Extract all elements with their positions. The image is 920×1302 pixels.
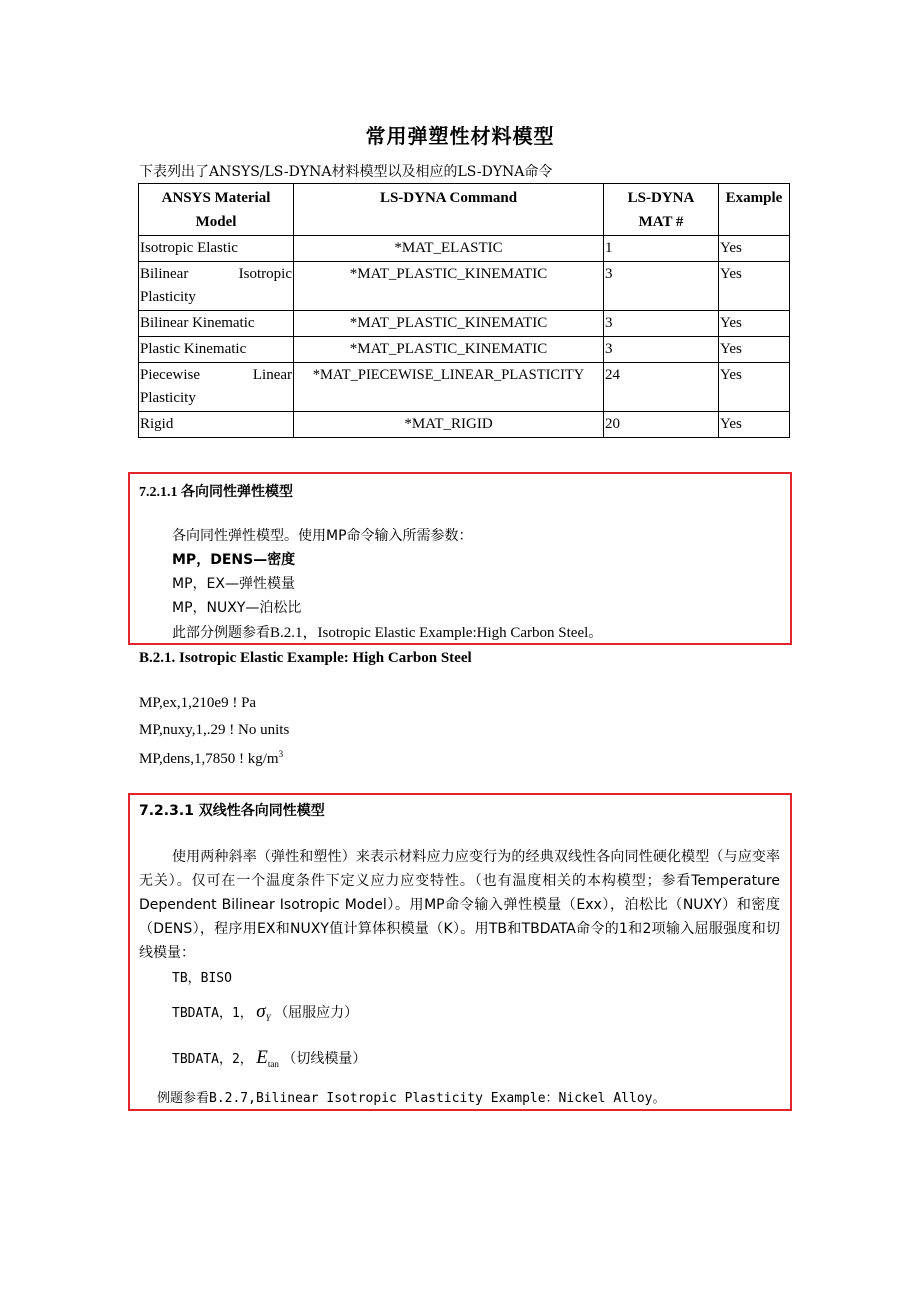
- cell-model: Isotropic Elastic: [139, 236, 294, 262]
- cell-mat: 20: [604, 412, 719, 438]
- example-line-ex: MP,ex,1,210e9 ! Pa: [139, 695, 257, 711]
- cell-command: *MAT_PIECEWISE_LINEAR_PLASTICITY: [294, 363, 604, 412]
- table-row: [139, 236, 790, 262]
- section-heading-7-2-1-1: 7.2.1.1 各向同性弹性模型: [139, 484, 293, 500]
- example-heading: B.2.1. Isotropic Elastic Example: High Carbon Steel: [139, 650, 472, 666]
- example-line-dens: MP,dens,1,7850 ! $kg/m^3$: [139, 749, 284, 767]
- cell-command: *MAT_PLASTIC_KINEMATIC: [294, 262, 604, 311]
- cell-mat: 24: [604, 363, 719, 412]
- cell-command: *MAT_RIGID: [294, 412, 604, 438]
- cell-model: Piecewise Linear Plasticity: [139, 363, 294, 412]
- box2-tbdata1-line: TBDATA，1， $\sigma_Y$ （屈服应力）: [172, 1001, 359, 1023]
- cell-command: *MAT_PLASTIC_KINEMATIC: [294, 311, 604, 337]
- cell-example: Yes: [719, 311, 790, 337]
- table-row: [139, 363, 790, 412]
- cell-mat: 3: [604, 262, 719, 311]
- cell-model: Bilinear Kinematic: [139, 311, 294, 337]
- table-row: [139, 311, 790, 337]
- box1-line-nuxy: MP，NUXY—泊松比: [172, 600, 302, 616]
- box2-ref-line: 例题参看B.2.7,Bilinear Isotropic Plasticity Example：Nickel Alloy。: [157, 1091, 666, 1106]
- box2-tb-line: TB，BISO: [172, 971, 232, 986]
- cell-example: Yes: [719, 262, 790, 311]
- material-table: [138, 183, 790, 438]
- cell-mat: 1: [604, 236, 719, 262]
- box1-line-ex: MP，EX—弹性模量: [172, 576, 295, 592]
- box1-line-dens: MP，DENS—密度: [172, 552, 296, 568]
- cell-example: Yes: [719, 236, 790, 262]
- page-title: 常用弹塑性材料模型: [365, 124, 555, 148]
- cell-mat: 3: [604, 337, 719, 363]
- table-header-row: [139, 184, 790, 236]
- section-heading-7-2-3-1: 7.2.3.1 双线性各向同性模型: [139, 803, 325, 819]
- example-line-nuxy: MP,nuxy,1,.29 ! No units: [139, 722, 290, 738]
- header-model: ANSYS Material Model: [139, 184, 294, 236]
- box2-paragraph: 使用两种斜率（弹性和塑性）来表示材料应力应变行为的经典双线性各向同性硬化模型（与应变率无关）。仅可在一个温度条件下定义应力应变特性。（也有温度相关的本构模型；参看Temperature Dependent Bilinear Isotropic Model）。用MP命令输入弹性模量（Exx），泊松比（NUXY）和密度（DENS），程序用EX和NUXY值计算体积模量（K）。用TB和TBDATA命令的1和2项输入屈服强度和切线模量：: [139, 849, 780, 961]
- cell-example: Yes: [719, 412, 790, 438]
- box2-tbdata2-line: TBDATA，2， $E_{tan}$ （切线模量）: [172, 1047, 367, 1069]
- header-mat: LS-DYNA MAT #: [604, 184, 719, 236]
- cell-mat: 3: [604, 311, 719, 337]
- table-row: [139, 337, 790, 363]
- cell-model: Plastic Kinematic: [139, 337, 294, 363]
- box1-line-1: 各向同性弹性模型。使用MP命令输入所需参数：: [172, 528, 473, 544]
- header-example: Example: [719, 184, 790, 236]
- table-row: [139, 262, 790, 311]
- cell-model: Bilinear Isotropic Plasticity: [139, 262, 294, 311]
- table-row: [139, 412, 790, 438]
- cell-command: *MAT_ELASTIC: [294, 236, 604, 262]
- header-command: LS-DYNA Command: [294, 184, 604, 236]
- box1-line-ref: 此部分例题参看B.2.1，Isotropic Elastic Example:High Carbon Steel。: [172, 625, 603, 641]
- table-intro: 下表列出了ANSYS/LS-DYNA材料模型以及相应的LS-DYNA命令: [139, 164, 553, 180]
- cell-example: Yes: [719, 337, 790, 363]
- cell-command: *MAT_PLASTIC_KINEMATIC: [294, 337, 604, 363]
- cell-model: Rigid: [139, 412, 294, 438]
- cell-example: Yes: [719, 363, 790, 412]
